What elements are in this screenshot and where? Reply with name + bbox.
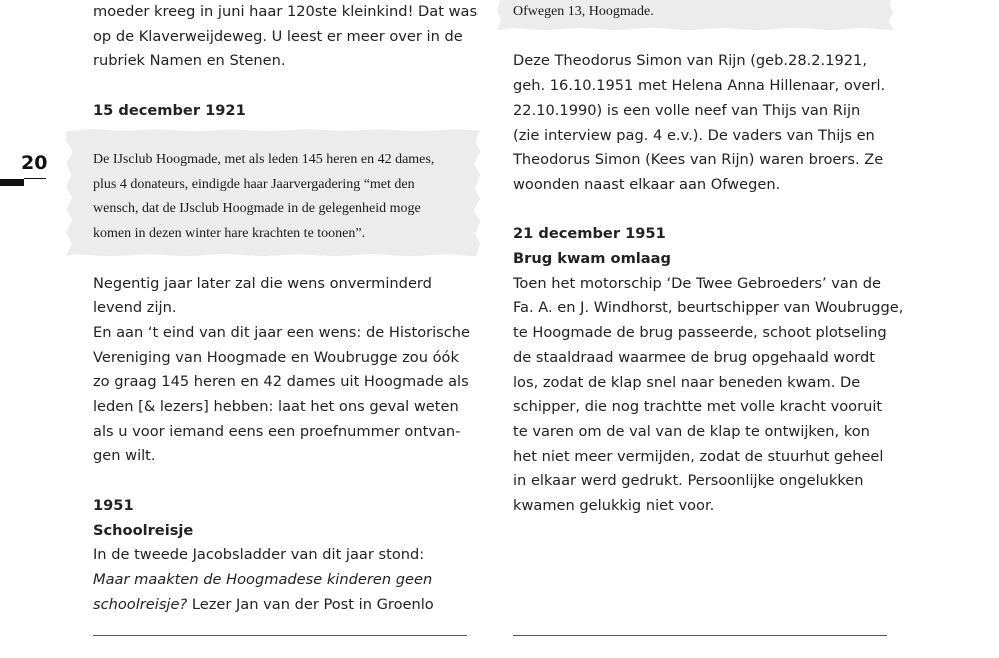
body-text-line: (zie interview pag. 4 e.v.). De vaders van Thijs en [513,126,875,144]
body-text-line: kwamen gelukkig niet voor. [513,497,715,514]
body-text-line: In de tweede Jacobsladder van dit jaar stond: [93,546,425,564]
body-text-line: gen wilt. [93,447,156,465]
body-text-line: Toen het motorschip ‘De Twee Gebroeders’ van de [513,274,881,292]
body-text-line: leden [& lezers] hebben: laat het ons geval weten [93,398,459,415]
body-text-line: Vereniging van Hoogmade en Woubrugge zou óók [93,348,459,366]
body-text-line: in elkaar werd gedrukt. Persoonlijke ongelukken [513,472,864,490]
body-text-line: moeder kreeg in juni haar 120ste kleinkind! Dat was [93,3,478,20]
body-text-line: rubriek Namen en Stenen. [93,52,286,70]
body-text-line: als u voor iemand eens een proefnummer ontvan- [93,422,461,440]
body-text-line: woonden naast elkaar aan Ofwegen. [513,175,781,193]
page-marker-line [24,178,46,179]
clipping-text-line: De IJsclub Hoogmade, met als leden 145 heren en 42 dames, [93,152,435,167]
body-text-line: En aan ‘t eind van dit jaar een wens: de Historische [93,323,471,341]
page-marker-bar [0,179,24,186]
body-text-line: Deze Theodorus Simon van Rijn (geb.28.2.1921, [513,52,867,70]
clipping-text-line: komen in dezen winter hare krachten te toonen”. [93,226,366,242]
clipping-text-line: plus 4 donateurs, eindigde haar Jaarvergadering “met den [93,176,415,192]
section-heading-title: Brug kwam omlaag [513,250,671,267]
body-text-line: schipper, die nog trachtte met volle kracht vooruit [513,398,883,416]
italic-quote-fragment: schoolreisje? [93,595,188,613]
body-text-line: 22.10.1990) is een volle neef van Thijs van Rijn [513,101,861,119]
column-bottom-rule [93,635,467,636]
clipping-text-line: Ofwegen 13, Hoogmade. [513,4,654,19]
body-text-line: te varen om de val van de klap te ontwijken, kon [513,422,870,440]
body-text-line: zo graag 145 heren en 42 dames uit Hoogmade als [93,373,469,391]
body-text-line: levend zijn. [93,299,177,317]
body-text-line [93,593,434,618]
section-heading-date: 15 december 1921 [93,101,246,119]
page-number: 20 [21,152,48,174]
body-text-line: op de Klaverweijdeweg. U leest er meer over in de [93,27,463,45]
body-text-line: Fa. A. en J. Windhorst, beurtschipper van Woubrugge, [513,299,904,317]
column-bottom-rule [513,635,887,636]
section-heading-date: 21 december 1951 [513,225,666,243]
section-heading-year: 1951 [93,496,134,514]
clipping-text-line: wensch, dat de IJsclub Hoogmade in de gelegenheid moge [93,201,421,217]
italic-quote-line: Maar maakten de Hoogmadese kinderen geen [93,570,433,588]
body-text-line: los, zodat de klap snel naar beneden kwam. De [513,373,861,391]
body-text-line: het niet meer vermijden, zodat de stuurhut geheel [513,447,884,465]
body-text-line: Theodorus Simon (Kees van Rijn) waren broers. Ze [513,151,884,169]
section-heading-title: Schoolreisje [93,521,194,539]
body-text-line: de staaldraad waarmee de brug opgehaald wordt [513,348,875,366]
body-text-line: geh. 16.10.1951 met Helena Anna Hillenaar, overl. [513,77,886,95]
body-text-line: te Hoogmade de brug passeerde, schoot plotseling [513,324,887,342]
body-text-fragment: Lezer Jan van der Post in Groenlo [187,595,434,613]
body-text-line: Negentig jaar later zal die wens onverminderd [93,274,432,292]
